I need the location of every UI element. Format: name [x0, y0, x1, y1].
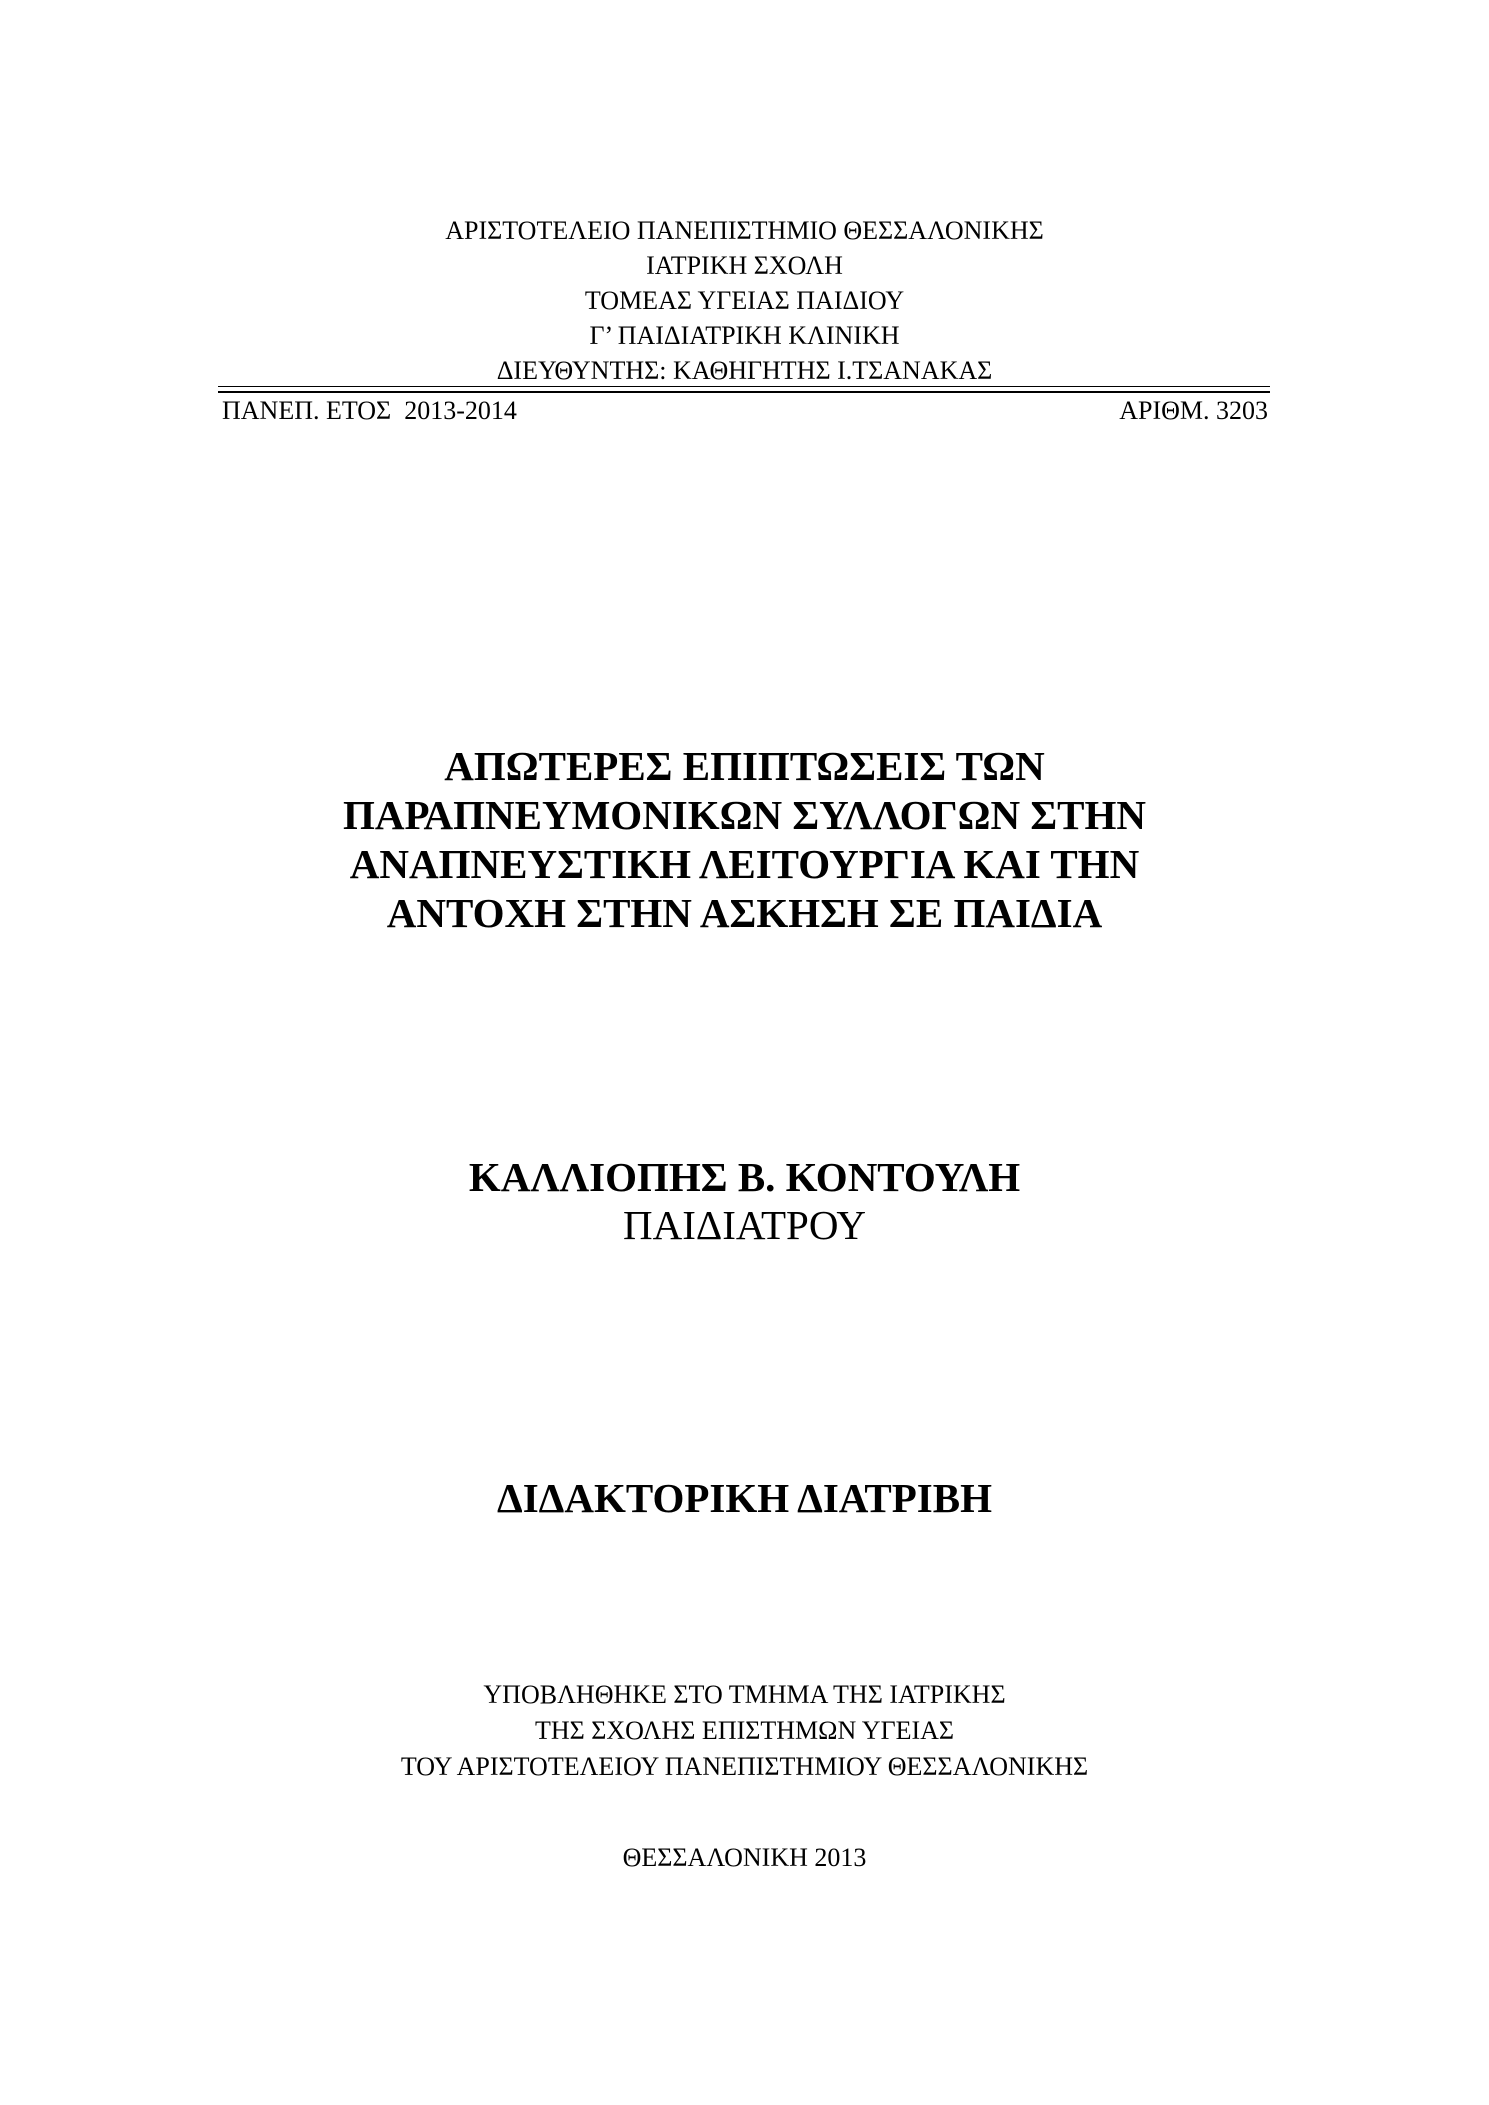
submission-line: ΥΠΟΒΛΗΘΗΚΕ ΣΤΟ ΤΜΗΜΑ ΤΗΣ ΙΑΤΡΙΚΗΣ: [483, 1680, 1006, 1709]
document-type: ΔΙΔΑΚΤΟΡΙΚΗ ΔΙΑΤΡΙΒΗ: [496, 1475, 992, 1521]
school-name: ΙΑΤΡΙΚΗ ΣΧΟΛΗ: [646, 251, 843, 280]
institution-header: [0, 213, 1489, 388]
director-line: ΔΙΕΥΘΥΝΤΗΣ: ΚΑΘΗΓΗΤΗΣ Ι.ΤΣΑΝΑΚΑΣ: [496, 356, 993, 385]
thesis-number: ΑΡΙΘΜ. 3203: [1119, 396, 1268, 425]
author-role: ΠΑΙΔΙΑΤΡΟΥ: [622, 1202, 867, 1248]
title-line: ΑΝΑΠΝΕΥΣΤΙΚΗ ΛΕΙΤΟΥΡΓΙΑ ΚΑΙ ΤΗΝ: [349, 841, 1140, 887]
academic-year: ΠΑΝΕΠ. ΕΤΟΣ 2013-2014: [222, 396, 517, 425]
thesis-title: [0, 742, 1489, 938]
submission-line: ΤΟΥ ΑΡΙΣΤΟΤΕΛΕΙΟΥ ΠΑΝΕΠΙΣΤΗΜΙΟΥ ΘΕΣΣΑΛΟΝΙΚΗΣ: [400, 1752, 1089, 1781]
header-divider-thick: [218, 391, 1270, 393]
place-and-date: ΘΕΣΣΑΛΟΝΙΚΗ 2013: [622, 1843, 867, 1872]
title-line: ΠΑΡΑΠΝΕΥΜΟΝΙΚΩΝ ΣΥΛΛΟΓΩΝ ΣΤΗΝ: [343, 792, 1146, 838]
clinic-name: Γ’ ΠΑΙΔΙΑΤΡΙΚΗ ΚΛΙΝΙΚΗ: [589, 321, 900, 350]
department-name: ΤΟΜΕΑΣ ΥΓΕΙΑΣ ΠΑΙΔΙΟΥ: [584, 286, 905, 315]
meta-row: [222, 394, 1268, 428]
author-name: ΚΑΛΛΙΟΠΗΣ Β. ΚΟΝΤΟΥΛΗ: [468, 1154, 1021, 1200]
header-divider-thin: [218, 386, 1270, 387]
submission-statement: [0, 1677, 1489, 1785]
university-name: ΑΡΙΣΤΟΤΕΛΕΙΟ ΠΑΝΕΠΙΣΤΗΜΙΟ ΘΕΣΣΑΛΟΝΙΚΗΣ: [445, 216, 1044, 245]
title-line: ΑΝΤΟΧΗ ΣΤΗΝ ΑΣΚΗΣΗ ΣΕ ΠΑΙΔΙΑ: [386, 890, 1103, 936]
title-line: ΑΠΩΤΕΡΕΣ ΕΠΙΠΤΩΣΕΙΣ ΤΩΝ: [444, 743, 1045, 789]
submission-line: ΤΗΣ ΣΧΟΛΗΣ ΕΠΙΣΤΗΜΩΝ ΥΓΕΙΑΣ: [534, 1716, 955, 1745]
